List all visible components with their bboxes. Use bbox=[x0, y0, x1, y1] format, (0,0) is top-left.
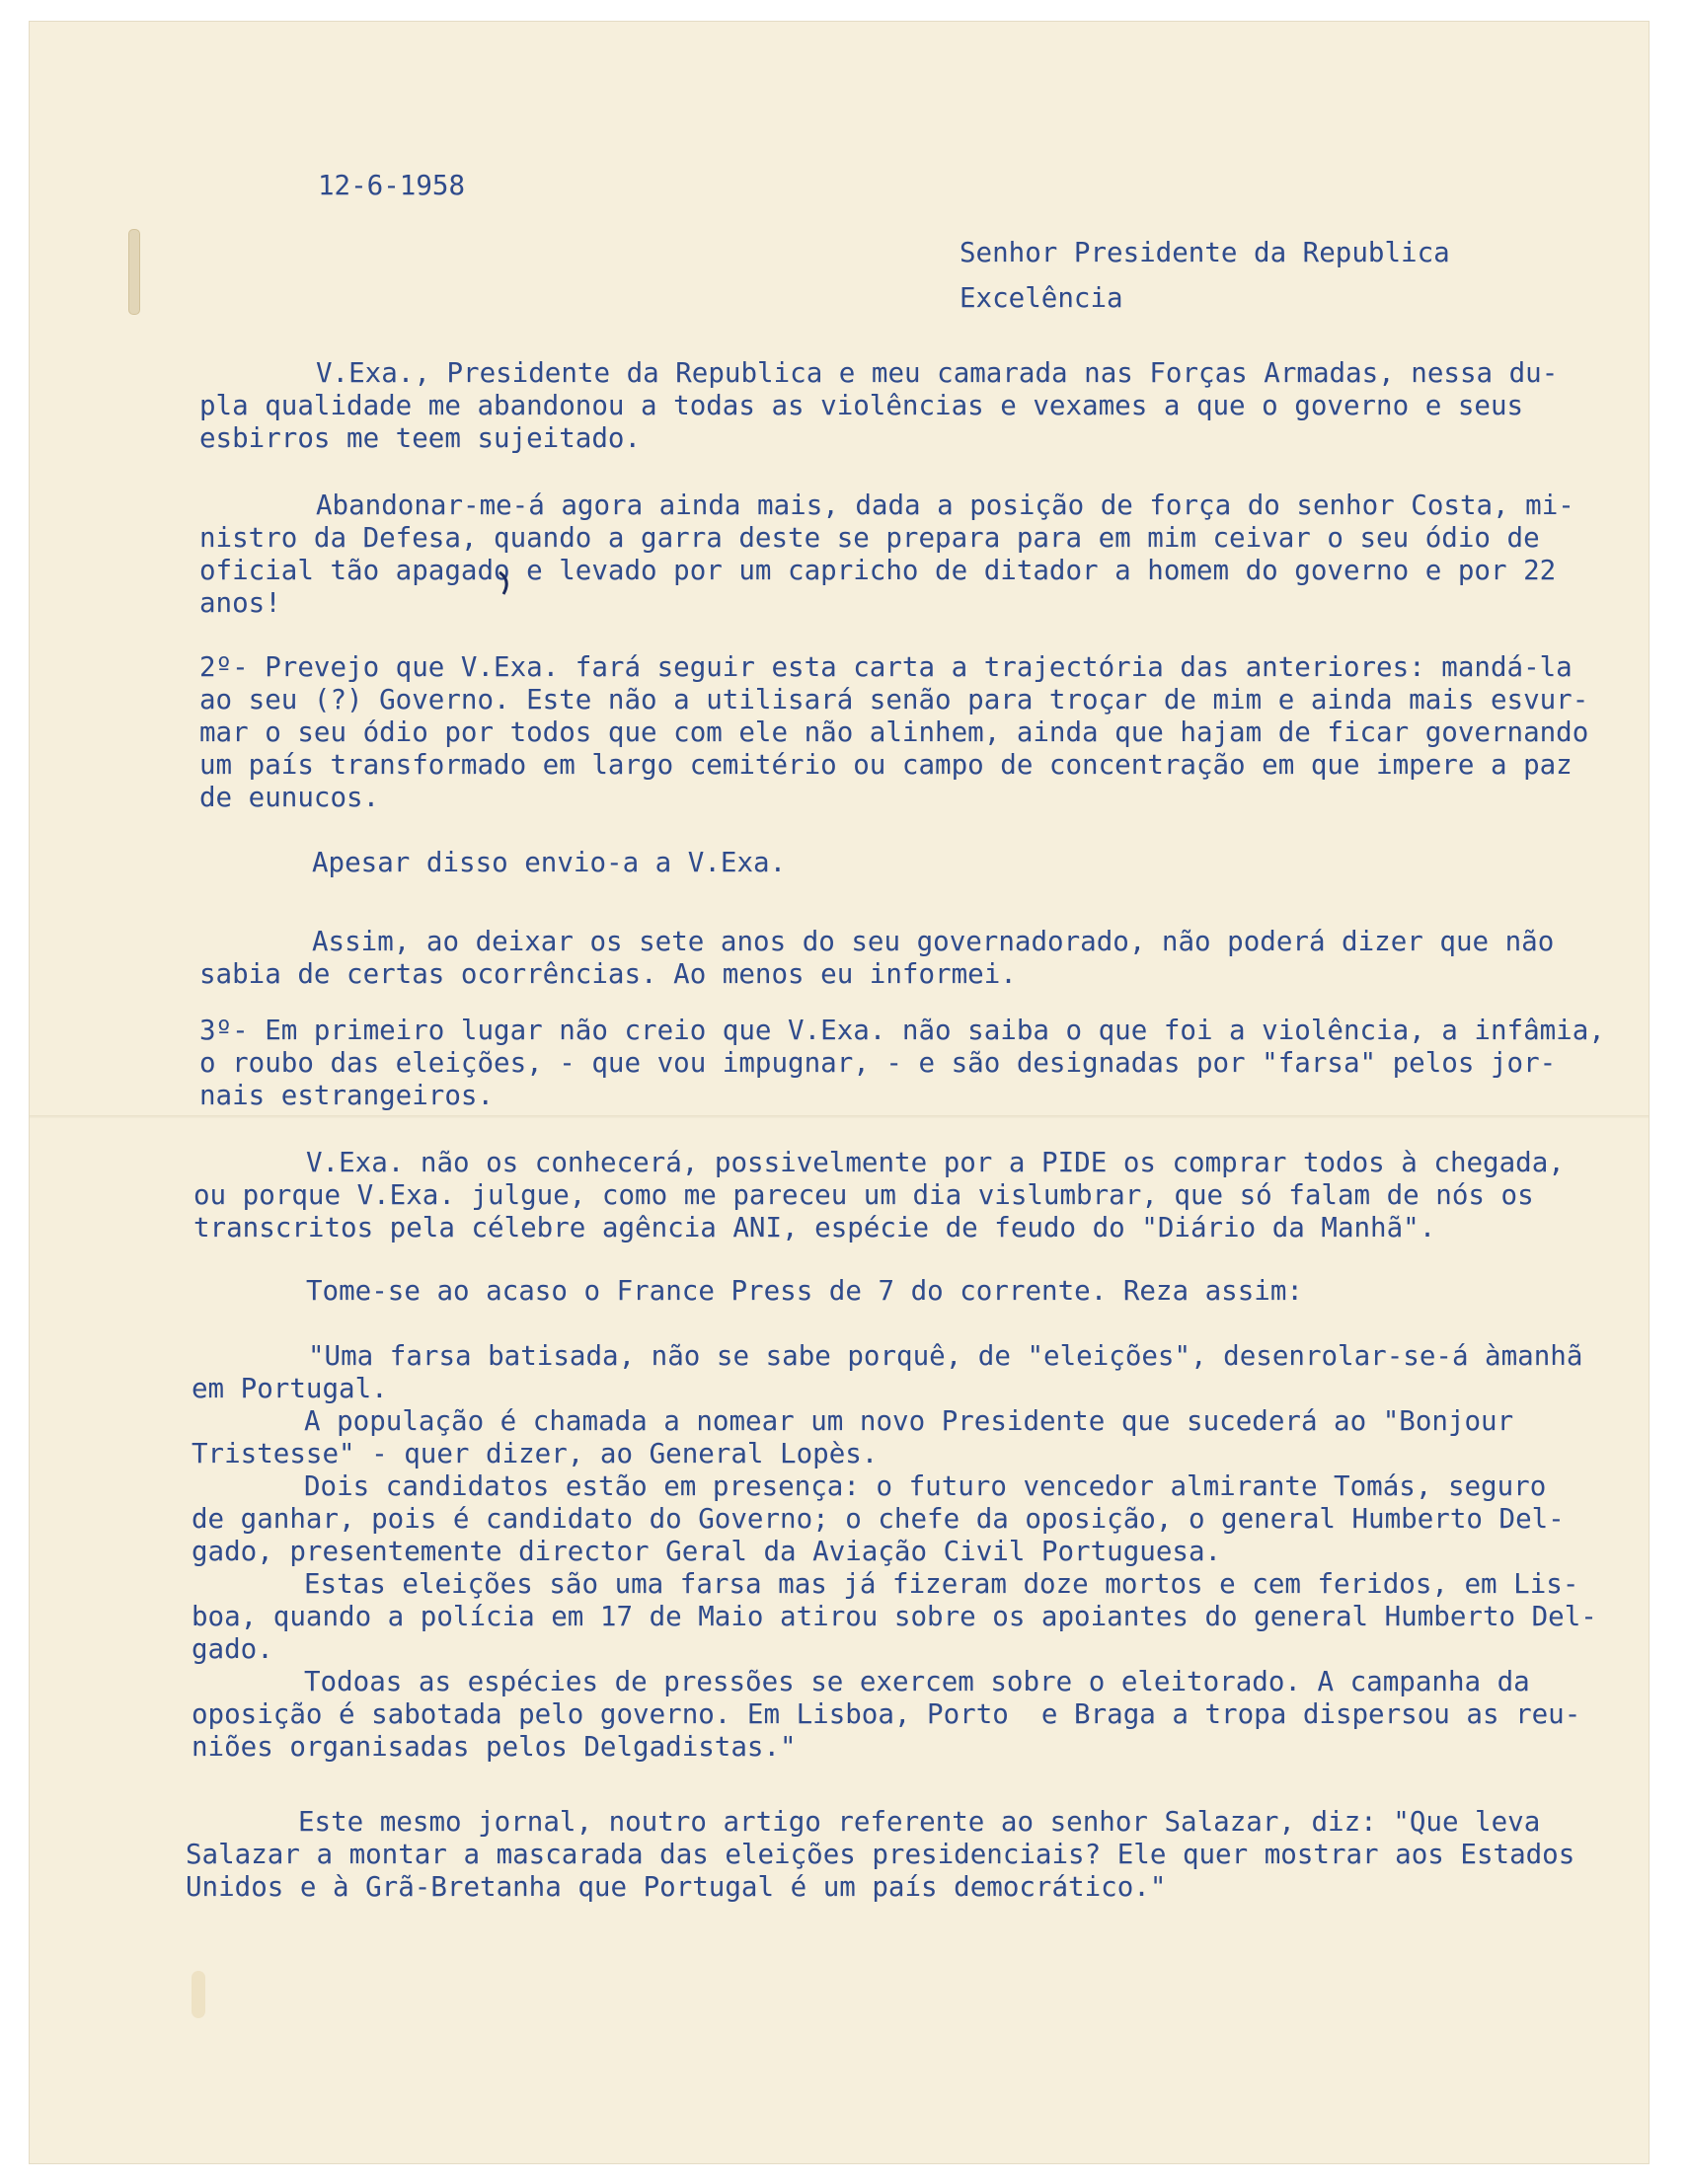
paragraph-line: anos! bbox=[199, 587, 281, 619]
paragraph-line: de eunucos. bbox=[199, 782, 380, 813]
paragraph-line: oficial tão apagado e levado por um capricho de ditador a homem do governo e por 22 bbox=[199, 555, 1557, 586]
quote-line: gado. bbox=[192, 1633, 273, 1665]
paragraph-line: Apesar disso envio-a a V.Exa. bbox=[312, 847, 787, 878]
quote-line: gado, presentemente director Geral da Aviação Civil Portuguesa. bbox=[192, 1536, 1222, 1567]
paragraph-line: nais estrangeiros. bbox=[199, 1080, 495, 1111]
paragraph-4 bbox=[199, 847, 786, 879]
paper-stain bbox=[192, 1971, 205, 2018]
paragraph-6 bbox=[199, 1015, 1605, 1112]
paragraph-line: transcritos pela célebre agência ANI, espécie de feudo do "Diário da Manhã". bbox=[193, 1212, 1436, 1243]
paragraph-line: Salazar a montar a mascarada das eleições presidenciais? Ele quer mostrar aos Estados bbox=[186, 1839, 1575, 1870]
quote-line: Todoas as espécies de pressões se exercem sobre o eleitorado. A campanha da bbox=[304, 1666, 1530, 1697]
paragraph-line: 2º- Prevejo que V.Exa. fará seguir esta carta a trajectória das anteriores: mandá-la bbox=[199, 651, 1573, 683]
quote-line: Tristesse" - quer dizer, ao General Lopès. bbox=[192, 1438, 879, 1469]
paragraph-line: Tome-se ao acaso o France Press de 7 do corrente. Reza assim: bbox=[306, 1275, 1303, 1307]
paragraph-line: Abandonar-me-á agora ainda mais, dada a posição de força do senhor Costa, mi- bbox=[316, 490, 1574, 521]
quote-line: A população é chamada a nomear um novo Presidente que sucederá ao "Bonjour bbox=[304, 1405, 1514, 1437]
paragraph-line: V.Exa. não os conhecerá, possivelmente por a PIDE os comprar todos à chegada, bbox=[306, 1147, 1565, 1178]
quote-line: niões organisadas pelos Delgadistas." bbox=[192, 1731, 797, 1763]
quote-line: oposição é sabotada pelo governo. Em Lisboa, Porto e Braga a tropa dispersou as reu- bbox=[192, 1698, 1581, 1730]
quote-line: "Uma farsa batisada, não se sabe porquê, de "eleições", desenrolar-se-á àmanhã bbox=[308, 1340, 1583, 1372]
salutation-line-1: Senhor Presidente da Republica bbox=[960, 237, 1450, 268]
letter-date: 12-6-1958 bbox=[318, 170, 466, 201]
staple-mark bbox=[128, 229, 140, 315]
quote-line: Dois candidatos estão em presença: o futuro vencedor almirante Tomás, seguro bbox=[304, 1470, 1547, 1502]
salutation-line-2: Excelência bbox=[960, 282, 1123, 314]
quote-line: Estas eleições são uma farsa mas já fizeram doze mortos e cem feridos, em Lis- bbox=[304, 1568, 1579, 1600]
letter-date-block bbox=[318, 170, 465, 202]
paragraph-line: pla qualidade me abandonou a todas as violências e vexames a que o governo e seus bbox=[199, 390, 1524, 421]
quote-line: de ganhar, pois é candidato do Governo; o chefe da oposição, o general Humberto Del- bbox=[192, 1503, 1565, 1535]
paragraph-line: ou porque V.Exa. julgue, como me pareceu um dia vislumbrar, que só falam de nós os bbox=[193, 1179, 1534, 1211]
paragraph-line: esbirros me teem sujeitado. bbox=[199, 422, 642, 454]
quoted-article bbox=[192, 1340, 1597, 1764]
quote-line: boa, quando a polícia em 17 de Maio atirou sobre os apoiantes do general Humberto Del- bbox=[192, 1601, 1597, 1632]
paragraph-3 bbox=[199, 651, 1588, 814]
salutation-block bbox=[960, 230, 1450, 321]
paper-fold-line bbox=[30, 1115, 1649, 1118]
paragraph-line: Este mesmo jornal, noutro artigo referente ao senhor Salazar, diz: "Que leva bbox=[298, 1806, 1541, 1838]
paragraph-7 bbox=[193, 1147, 1565, 1244]
paragraph-5 bbox=[199, 926, 1554, 991]
paragraph-line: 3º- Em primeiro lugar não creio que V.Exa. não saiba o que foi a violência, a infâmia, bbox=[199, 1015, 1605, 1046]
paragraph-line: ao seu (?) Governo. Este não a utilisará senão para troçar de mim e ainda mais esvur- bbox=[199, 684, 1589, 715]
paragraph-2 bbox=[199, 490, 1574, 620]
paragraph-line: nistro da Defesa, quando a garra deste se prepara para em mim ceivar o seu ódio de bbox=[199, 522, 1540, 554]
paragraph-line: V.Exa., Presidente da Republica e meu camarada nas Forças Armadas, nessa du- bbox=[316, 357, 1559, 389]
paragraph-8 bbox=[193, 1275, 1303, 1308]
paragraph-line: o roubo das eleições, - que vou impugnar, - e são designadas por "farsa" pelos jor- bbox=[199, 1047, 1557, 1079]
handwritten-correction-mark bbox=[496, 570, 517, 596]
paragraph-line: sabia de certas ocorrências. Ao menos eu informei. bbox=[199, 958, 1017, 990]
paragraph-line: mar o seu ódio por todos que com ele não alinhem, ainda que hajam de ficar governando bbox=[199, 716, 1589, 748]
paragraph-line: Assim, ao deixar os sete anos do seu governadorado, não poderá dizer que não bbox=[312, 926, 1555, 957]
paragraph-1 bbox=[199, 357, 1558, 455]
paragraph-line: Unidos e à Grã-Bretanha que Portugal é um país democrático." bbox=[186, 1871, 1167, 1903]
quote-line: em Portugal. bbox=[192, 1373, 388, 1404]
paragraph-9 bbox=[186, 1806, 1574, 1904]
paragraph-line: um país transformado em largo cemitério ou campo de concentração em que impere a paz bbox=[199, 749, 1573, 781]
